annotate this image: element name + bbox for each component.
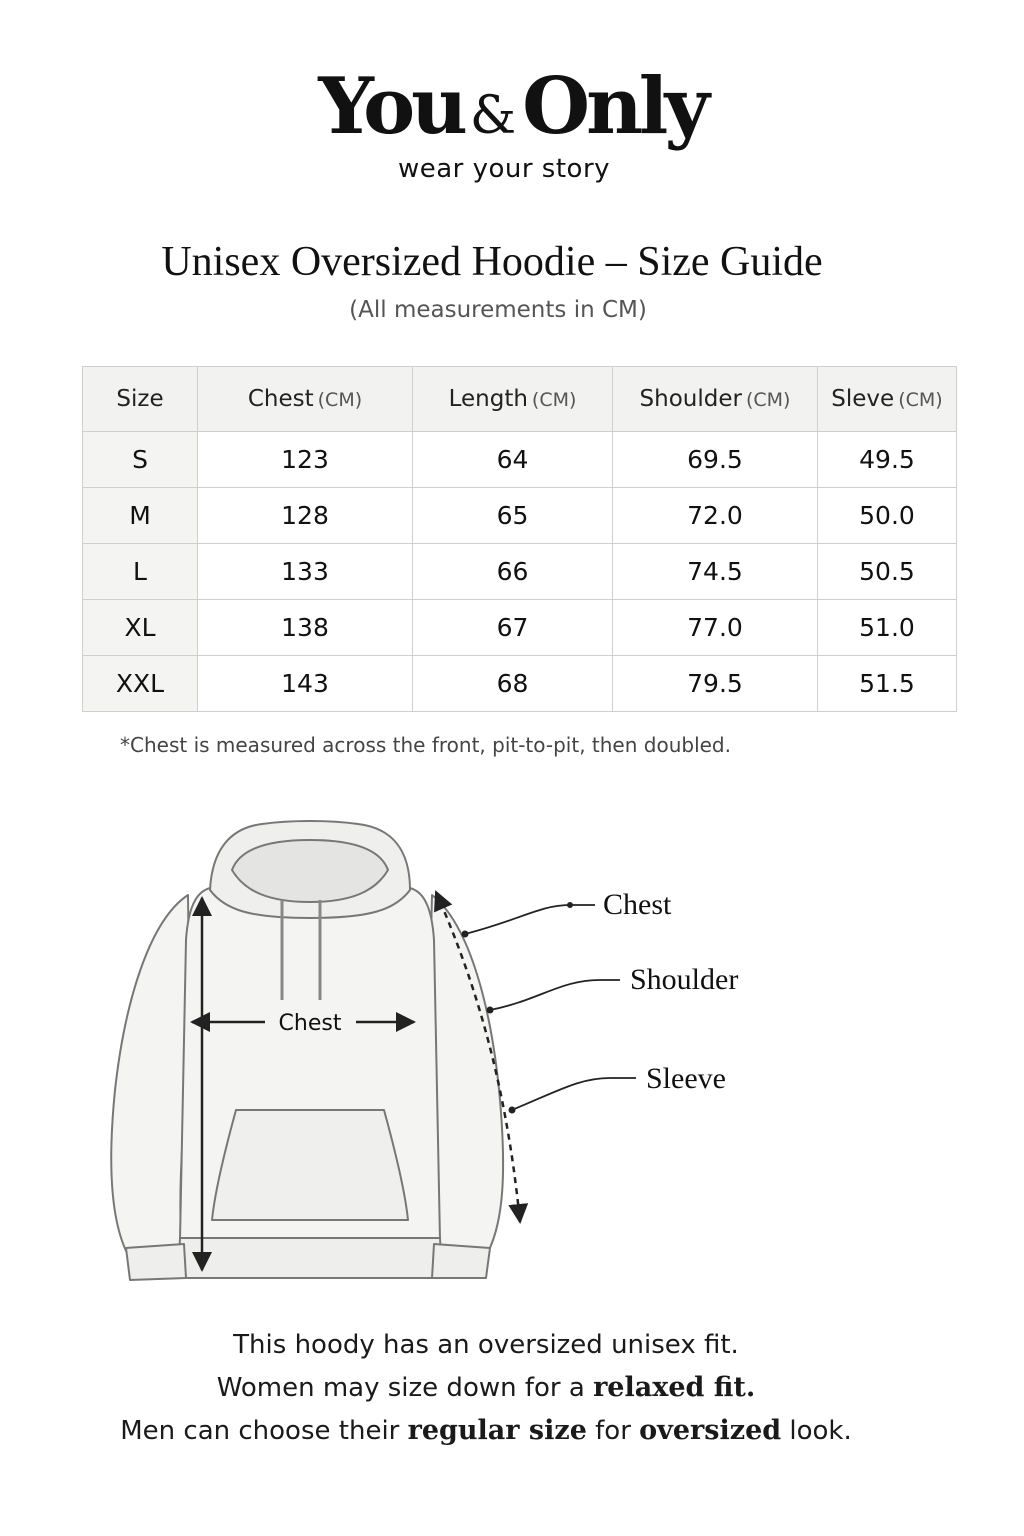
cell-sleeve: 50.0	[818, 488, 957, 544]
fit-note-line-3: Men can choose their regular size for oversized look.	[120, 1415, 852, 1446]
page-title: Unisex Oversized Hoodie – Size Guide	[161, 239, 823, 285]
cell-shoulder: 79.5	[613, 656, 818, 712]
shoulder-callout-label: Shoulder	[630, 963, 739, 996]
header-chest: Chest (CM)	[198, 367, 413, 432]
header-size: Size	[83, 367, 198, 432]
brand-tagline: wear your story	[397, 154, 611, 184]
chest-callout-label: Chest	[603, 888, 672, 921]
table-row	[83, 656, 957, 712]
table-row	[83, 488, 957, 544]
brand-name-left: You	[318, 61, 464, 152]
fit-note-line-1: This hoody has an oversized unisex fit.	[233, 1330, 739, 1360]
table-row	[83, 544, 957, 600]
cell-shoulder: 72.0	[613, 488, 818, 544]
brand-ampersand: &	[469, 86, 517, 146]
cell-length: 67	[413, 600, 613, 656]
header-sleeve: Sleve (CM)	[818, 367, 957, 432]
sleeve-callout-label: Sleeve	[646, 1062, 726, 1095]
cell-size: XXL	[83, 656, 198, 712]
header-length: Length (CM)	[413, 367, 613, 432]
table-row	[83, 600, 957, 656]
table-header-row	[83, 367, 957, 432]
cell-chest: 123	[198, 432, 413, 488]
cell-shoulder: 69.5	[613, 432, 818, 488]
cell-size: S	[83, 432, 198, 488]
cell-chest: 143	[198, 656, 413, 712]
cell-chest: 128	[198, 488, 413, 544]
cell-sleeve: 50.5	[818, 544, 957, 600]
cell-chest: 138	[198, 600, 413, 656]
cell-size: L	[83, 544, 198, 600]
cell-sleeve: 51.5	[818, 656, 957, 712]
cell-sleeve: 51.0	[818, 600, 957, 656]
cell-shoulder: 77.0	[613, 600, 818, 656]
header-shoulder: Shoulder (CM)	[613, 367, 818, 432]
chest-inner-label: Chest	[278, 1011, 342, 1036]
cell-chest: 133	[198, 544, 413, 600]
cell-size: XL	[83, 600, 198, 656]
hoodie-diagram	[0, 800, 1024, 1300]
cell-shoulder: 74.5	[613, 544, 818, 600]
chest-footnote: *Chest is measured across the front, pit-to-pit, then doubled.	[120, 733, 731, 757]
cell-length: 68	[413, 656, 613, 712]
brand-logo	[0, 62, 1024, 161]
hoodie-illustration	[111, 821, 503, 1280]
cell-length: 64	[413, 432, 613, 488]
cell-length: 66	[413, 544, 613, 600]
cell-length: 65	[413, 488, 613, 544]
brand-name-right: Only	[522, 61, 706, 152]
table-row	[83, 432, 957, 488]
cell-sleeve: 49.5	[818, 432, 957, 488]
cell-size: M	[83, 488, 198, 544]
size-table	[82, 366, 957, 712]
page-subtitle: (All measurements in CM)	[349, 297, 647, 323]
fit-note-line-2: Women may size down for a relaxed fit.	[216, 1372, 756, 1403]
